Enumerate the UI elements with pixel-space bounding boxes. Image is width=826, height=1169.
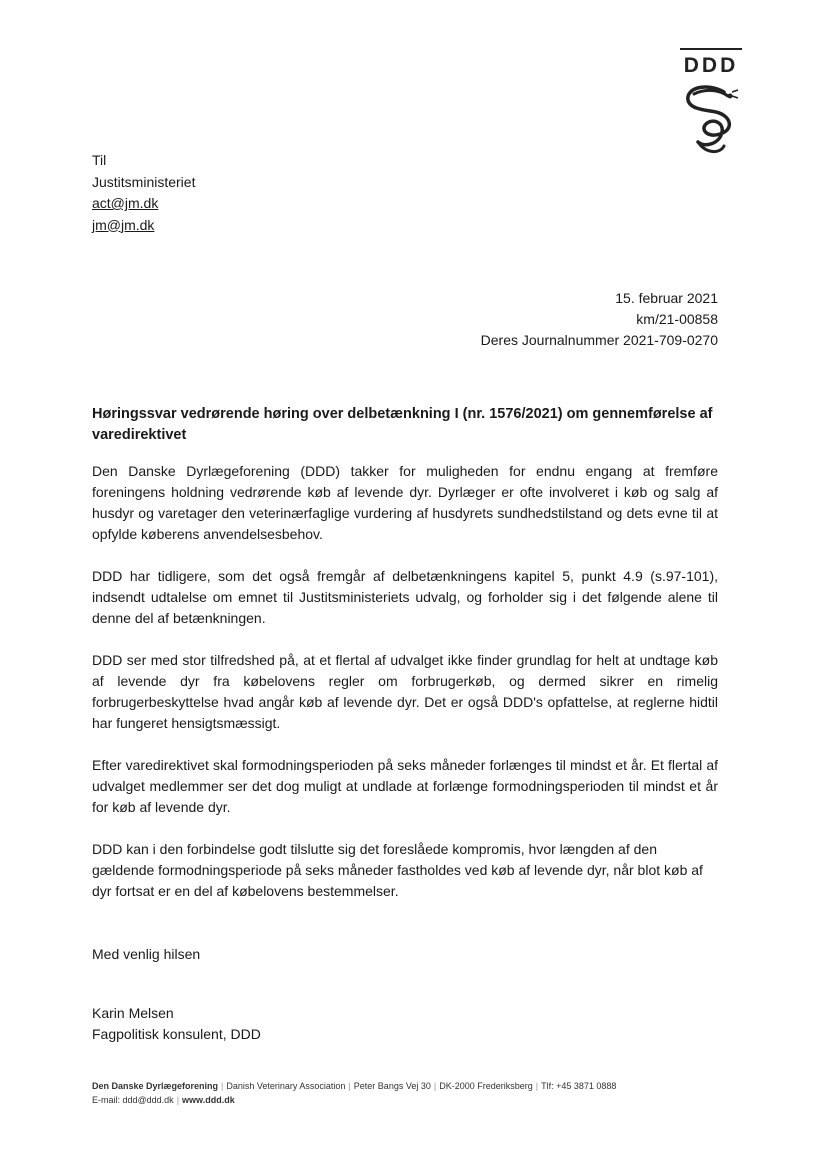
snake-staff-icon [680, 82, 742, 158]
footer-address: Peter Bangs Vej 30 [353, 1081, 431, 1091]
body-paragraph: Den Danske Dyrlægeforening (DDD) takker for muligheden for endnu engang at fremføre foreningens holdning vedrørende køb af levende dyr. Dyrlæger er ofte involveret i køb og salg af husdyr og varetager den veterinærfaglige vurdering af husdyrets sundhedstilstand og dets evne til at opfylde køberens anvendelsesbehov. [92, 463, 718, 542]
recipient-email-link-2[interactable]: jm@jm.dk [92, 216, 155, 233]
footer-english-name: Danish Veterinary Association [226, 1081, 346, 1091]
footer-org: Den Danske Dyrlægeforening [92, 1081, 219, 1091]
recipient-email-link[interactable]: act@jm.dk [92, 195, 159, 211]
footer-email[interactable]: E-mail: ddd@ddd.dk [92, 1095, 174, 1105]
body-paragraph: DDD ser med stor tilfredshed på, at et flertal af udvalget ikke finder grundlag for helt at undtage køb af levende dyr fra købelovens regler om forbrugerkøb, og dermed sikrer en rimelig forbrugerbeskyttelse hvad angår køb af levende dyr. Det er også DDD's opfattelse, at reglerne hidtil har fungeret hensigtsmæssigt. [92, 652, 718, 731]
body-paragraph: DDD kan i den forbindelse godt tilslutte sig det foreslåede kompromis, hvor længden af den gældende formodningsperiode på seks måneder fastholdes ved køb af levende dyr, når blot køb af dyr fortsat er en del af købelovens bestemmelser. [92, 841, 703, 899]
reference-number: km/21-00858 [636, 311, 718, 327]
footer-website-link[interactable]: www.ddd.dk [182, 1095, 235, 1105]
logo-text: DDD [683, 54, 739, 77]
ddd-logo [676, 46, 746, 158]
signer-name: Karin Melsen [92, 1005, 174, 1021]
recipient-block [92, 150, 195, 236]
body-paragraph: Efter varedirektivet skal formodningsperioden på seks måneder forlænges til mindst et år. Et flertal af udvalget medlemmer ser det dog muligt at undlade at forlænge formodningsperioden til mindst et år for køb af levende dyr. [92, 757, 718, 815]
recipient-to: Til [92, 152, 107, 168]
journal-number: Deres Journalnummer 2021-709-0270 [480, 332, 718, 348]
letter-footer: Den Danske Dyrlægeforening | Danish Veterinary Association | Peter Bangs Vej 30 | DK-2000 Frederiksberg | Tlf: +45 3871 0888 E-mail: ddd@ddd.dk | www.ddd.dk [92, 1081, 617, 1105]
recipient-name: Justitsministeriet [92, 173, 196, 190]
footer-city: DK-2000 Frederiksberg [439, 1081, 533, 1091]
letter-meta [481, 288, 718, 351]
signature-block [92, 1003, 261, 1045]
signer-title: Fagpolitisk konsulent, DDD [92, 1026, 261, 1042]
body-paragraph: DDD har tidligere, som det også fremgår af delbetænkningens kapitel 5, punkt 4.9 (s.97-101), indsendt udtalelse om emnet til Justitsministeriets udvalg, og forholder sig i det følgende alene til denne del af betænkningen. [92, 568, 718, 626]
letter-date: 15. februar 2021 [615, 290, 718, 306]
letter-subject: Høringssvar vedrørende høring over delbetænkning I (nr. 1576/2021) om gennemførelse af varedirektivet [92, 406, 713, 443]
closing-salutation: Med venlig hilsen [92, 946, 201, 962]
letter-body [92, 461, 718, 923]
logo-rule [680, 48, 742, 50]
footer-phone: Tlf: +45 3871 0888 [541, 1081, 617, 1091]
